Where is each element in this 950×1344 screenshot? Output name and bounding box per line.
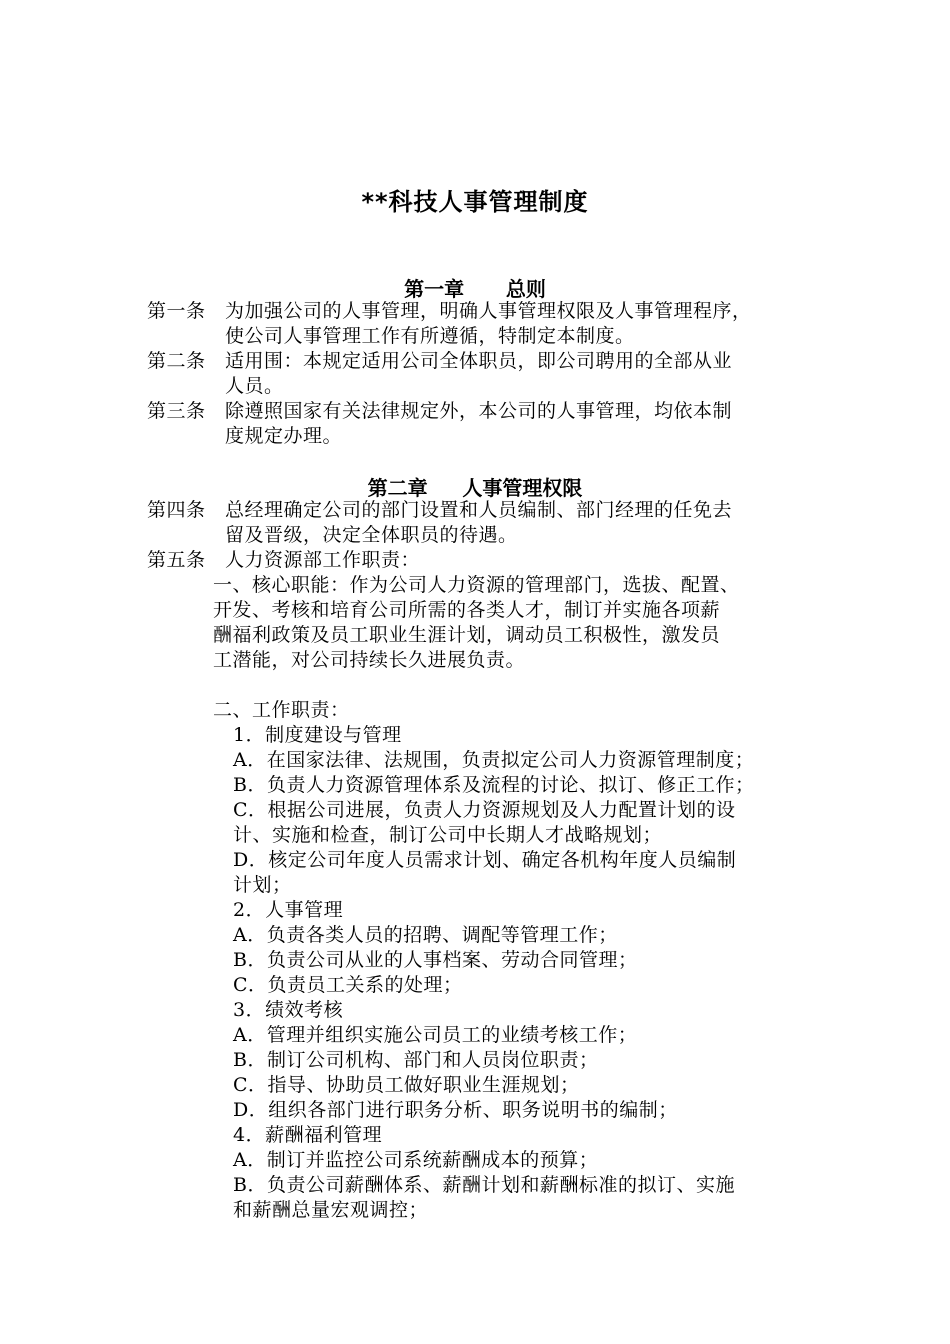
duty-line: C．指导、协助员工做好职业生涯规划； [233,1074,580,1096]
article-label: 第四条 [147,499,206,521]
duty-line: 4．薪酬福利管理 [233,1124,383,1146]
core-function-line: 开发、考核和培育公司所需的各类人才，制订并实施各项薪 [213,599,721,621]
duty-line: 计、实施和检查，制订公司中长期人才战略规划； [233,824,663,846]
article-4-line-2: 留及晋级，决定全体职员的待遇。 [225,524,518,546]
article-text: 适用围：本规定适用公司全体职员，即公司聘用的全部从业 [225,350,733,372]
document-title: **科技人事管理制度 [361,188,589,216]
article-label: 第二条 [147,350,206,372]
core-function-line: 工潜能，对公司持续长久进展负责。 [213,649,526,671]
duty-line: C．根据公司进展，负责人力资源规划及人力配置计划的设 [233,799,736,821]
article-label: 第三条 [147,400,206,422]
article-text: 除遵照国家有关法律规定外，本公司的人事管理，均依本制 [225,400,733,422]
duty-line: B．制订公司机构、部门和人员岗位职责； [233,1049,599,1071]
article-2-line-2: 人员。 [225,375,284,397]
duty-line: B．负责人力资源管理体系及流程的讨论、拟订、修正工作； [233,774,755,796]
article-2-line-1 [147,349,732,374]
duty-line: 和薪酬总量宏观调控； [233,1199,429,1221]
article-3-line-1 [147,399,732,424]
article-label: 第一条 [147,300,206,322]
duty-line: B．负责公司薪酬体系、薪酬计划和薪酬标准的拟订、实施 [233,1174,735,1196]
duty-line: A．管理并组织实施公司员工的业绩考核工作； [233,1024,638,1046]
duty-line: 1．制度建设与管理 [233,724,402,746]
duty-line: 2．人事管理 [233,899,344,921]
chapter-heading-2: 第二章 人事管理权限 [367,476,583,500]
duty-line: D．组织各部门进行职务分析、职务说明书的编制； [233,1099,678,1121]
article-5-line-1 [147,548,420,573]
article-text: 总经理确定公司的部门设置和人员编制、部门经理的任免去 [225,499,733,521]
duty-line: A．在国家法律、法规围，负责拟定公司人力资源管理制度； [233,749,755,771]
duties-heading: 二、工作职责： [213,699,350,721]
article-label: 第五条 [147,549,206,571]
duty-line: A．制订并监控公司系统薪酬成本的预算； [233,1149,599,1171]
duty-line: A．负责各类人员的招聘、调配等管理工作； [233,924,618,946]
duty-line: 计划； [233,874,292,896]
article-1-line-1 [147,299,752,324]
article-3-line-2: 度规定办理。 [225,425,343,447]
article-1-line-2: 使公司人事管理工作有所遵循，特制定本制度。 [225,325,635,347]
article-text: 为加强公司的人事管理，明确人事管理权限及人事管理程序， [225,300,752,322]
core-function-line: 酬福利政策及员工职业生涯计划，调动员工积极性，激发员 [213,624,721,646]
duty-line: D．核定公司年度人员需求计划、确定各机构年度人员编制 [233,849,737,871]
article-text: 人力资源部工作职责： [225,549,421,571]
duty-line: B．负责公司从业的人事档案、劳动合同管理； [233,949,638,971]
duty-line: 3．绩效考核 [233,999,344,1021]
duty-line: C．负责员工关系的处理； [233,974,463,996]
core-function-line: 一、核心职能：作为公司人力资源的管理部门，选拔、配置、 [213,574,740,596]
article-4-line-1 [147,498,732,523]
chapter-heading-1: 第一章 总则 [404,277,546,301]
